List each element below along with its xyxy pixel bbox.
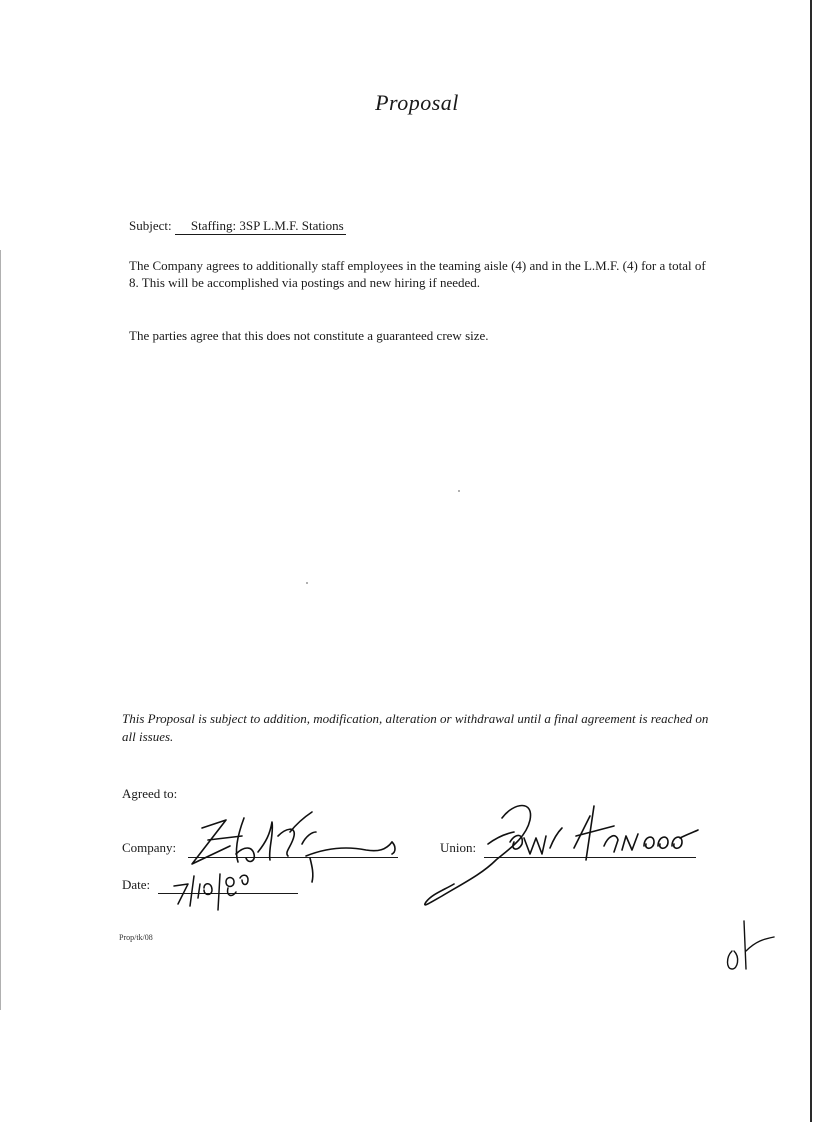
handwritten-date (168, 864, 258, 914)
date-label: Date: (122, 877, 151, 892)
scan-edge (810, 0, 812, 1122)
disclaimer-text: This Proposal is subject to addition, modification, alteration or withdrawal until a final agreement is reached on all issues. (122, 711, 709, 744)
union-signature (418, 798, 704, 914)
company-label: Company: (122, 840, 177, 855)
subject-label: Subject: (129, 218, 172, 233)
agreed-to-label: Agreed to: (122, 786, 178, 801)
document-title: Proposal (375, 90, 459, 115)
subject-value: Staffing: 3SP L.M.F. Stations (175, 218, 346, 235)
scan-edge-left (0, 250, 1, 1010)
body-paragraph: The Company agrees to additionally staff employees in the teaming aisle (4) and in the L.M.F. (4) for a total of 8. This will be accomplished via postings and new hiring if needed. (129, 258, 706, 290)
footer-code: Prop/tk/08 (119, 933, 153, 942)
union-label: Union: (440, 840, 477, 855)
body-paragraph: The parties agree that this does not constitute a guaranteed crew size. (129, 328, 489, 343)
subject-line (129, 218, 346, 234)
margin-initials (722, 915, 782, 975)
scan-speck (306, 582, 308, 584)
scan-speck (458, 490, 460, 492)
